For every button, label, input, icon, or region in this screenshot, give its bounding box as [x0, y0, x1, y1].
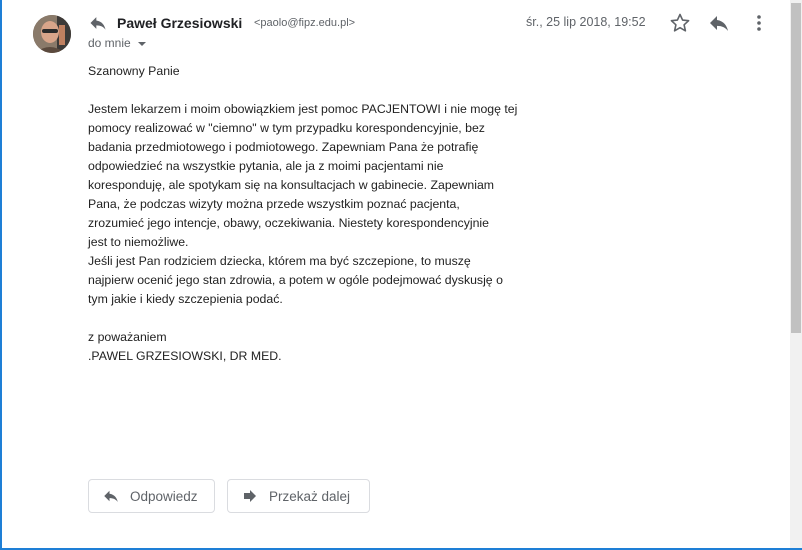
- sender-avatar[interactable]: [33, 15, 71, 53]
- message-date: śr., 25 lip 2018, 19:52: [526, 15, 646, 29]
- reply-button-label: Odpowiedz: [130, 488, 198, 504]
- reply-icon: [707, 11, 731, 35]
- reply-icon: [102, 487, 120, 505]
- scrollbar[interactable]: [790, 0, 802, 548]
- signature: .PAWEL GRZESIOWSKI, DR MED.: [88, 349, 282, 363]
- body-line: koresponduję, ale spotykam się na konsultacjach w gabinecie. Zapewniam: [88, 178, 495, 192]
- forward-button-label: Przekaż dalej: [269, 488, 351, 504]
- body-line: Jeśli jest Pan rodziciem dziecka, którem ma być szczepione, to muszę: [88, 254, 471, 268]
- reply-icon-button[interactable]: [707, 11, 733, 35]
- body-line: jest to niemożliwe.: [88, 235, 189, 249]
- forward-icon: [241, 487, 259, 505]
- body-line: tym jakie i kiedy szczepienia podać.: [88, 292, 283, 306]
- forward-button[interactable]: [227, 479, 370, 513]
- closing: z poważaniem: [88, 330, 167, 344]
- message-body: [88, 62, 517, 366]
- star-icon[interactable]: [668, 11, 692, 35]
- scrollbar-thumb[interactable]: [791, 3, 801, 333]
- more-vert-icon[interactable]: [749, 11, 769, 35]
- body-line: badania przedmiotowego i podmiotowego. Zapewniam Pana że potrafię: [88, 140, 479, 154]
- body-line: najpierw ocenić jego stan zdrowia, a potem w ogóle podejmować dyskusję o: [88, 273, 503, 287]
- body-line: odpowiedzieć na wszystkie pytania, ale ja z moimi pacjentami nie: [88, 159, 444, 173]
- body-line: pomocy realizować w "ciemno" w tym przypadku korespondencyjnie, bez: [88, 121, 485, 135]
- avatar-photo: [33, 15, 71, 53]
- sender-email: <paolo@fipz.edu.pl>: [254, 17, 356, 29]
- body-line: Pana, że podczas wizyty można przede wszystkim poznać pacjenta,: [88, 197, 460, 211]
- chevron-down-icon: [138, 42, 146, 46]
- window-border-left: [0, 0, 2, 550]
- recipient-dropdown[interactable]: [88, 36, 146, 50]
- sender-name[interactable]: Paweł Grzesiowski: [117, 15, 243, 31]
- recipient-label: do mnie: [88, 36, 131, 50]
- body-line: Jestem lekarzem i moim obowiązkiem jest pomoc PACJENTOWI i nie mogę tej: [88, 102, 518, 116]
- reply-icon: [88, 13, 108, 33]
- reply-button[interactable]: [88, 479, 215, 513]
- body-line: zrozumieć jego intencje, obawy, oczekiwania. Niestety korespondencyjnie: [88, 216, 489, 230]
- greeting: Szanowny Panie: [88, 64, 180, 78]
